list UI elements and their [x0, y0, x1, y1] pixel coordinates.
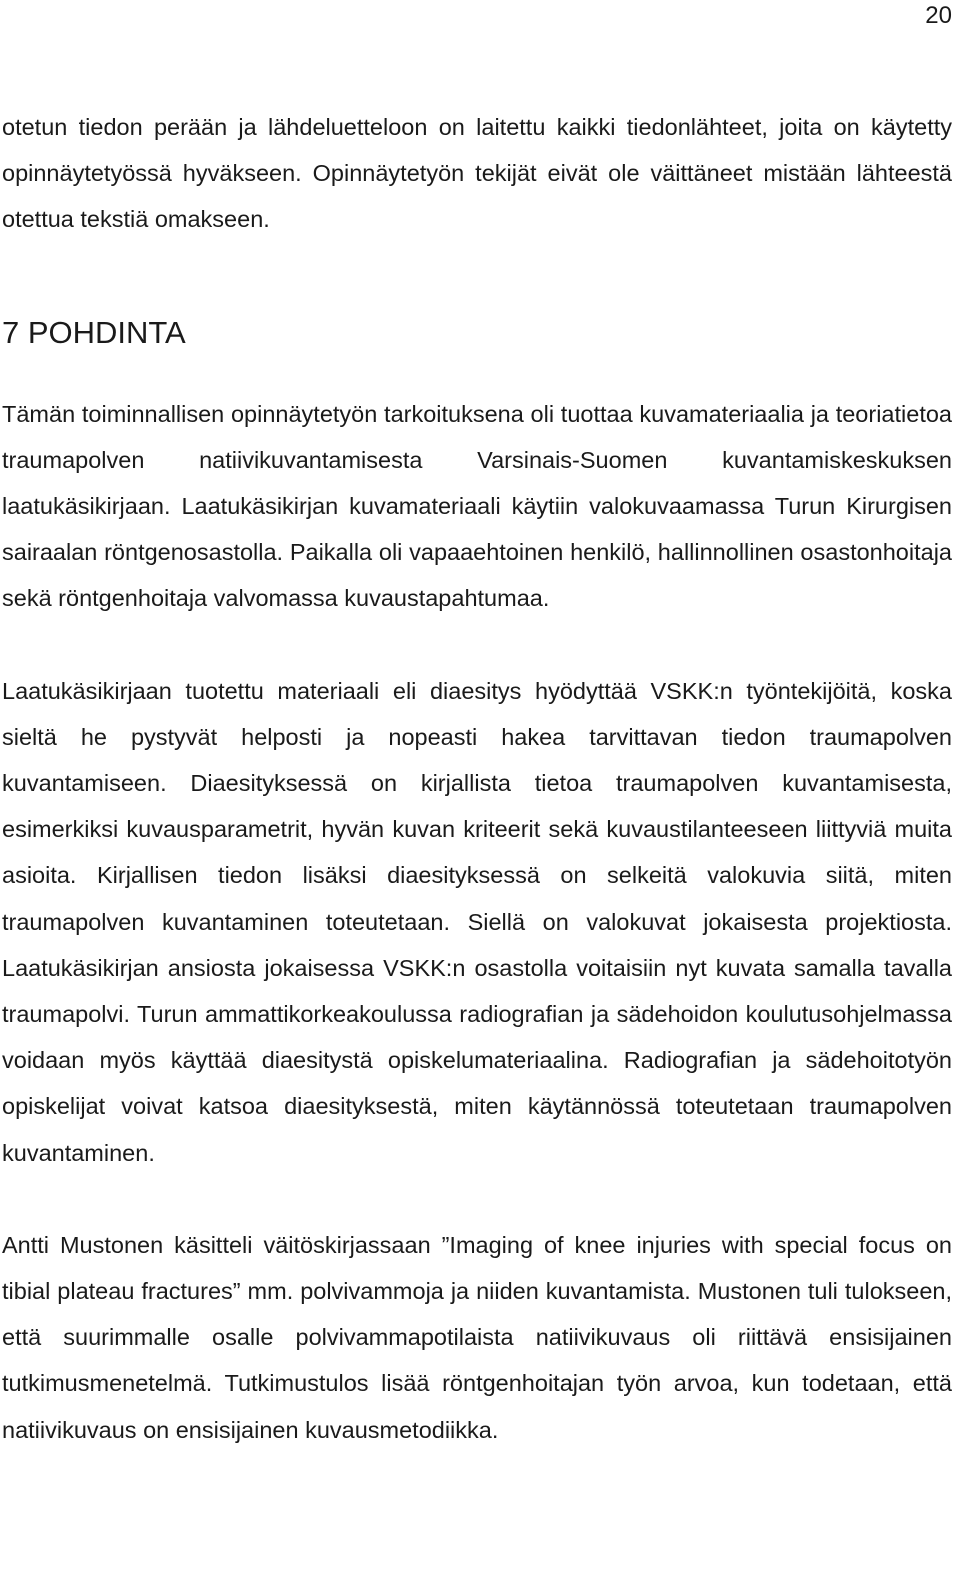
paragraph-research: Antti Mustonen käsitteli väitöskirjassaan ”Imaging of knee injuries with special focus on tibial plateau fractures” mm. polvivammoja ja niiden kuvantamista. Mustonen tuli tulokseen, että suurimmalle osalle polvivammapotilaista natiivikuvaus oli riittävä ensisijainen tutkimusmenetelmä. Tutkimustulos lisää röntgenhoitajan työn arvoa, kun todetaan, että natiivikuvaus on ensisijainen kuvausmetodiikka. — [2, 1231, 952, 1443]
paragraph-benefits: Laatukäsikirjaan tuotettu materiaali eli diaesitys hyödyttää VSKK:n työntekijöitä, koska sieltä he pystyvät helposti ja nopeasti hakea tarvittavan tiedon traumapolven kuvantamiseen. Diaesityksessä on kirjallista tietoa traumapolven kuvantamisesta, esimerkiksi kuvausparametrit, hyvän kuvan kriteerit sekä kuvaustilanteeseen liittyviä muita asioita. Kirjallisen tiedon lisäksi diaesityksessä on selkeitä valokuvia siitä, miten traumapolven kuvantaminen toteutetaan. Siellä on valokuvat jokaisesta projektiosta. Laatukäsikirjan ansiosta jokaisessa VSKK:n osastolla voitaisiin nyt kuvata samalla tavalla traumapolvi. Turun ammattikorkeakoulussa radiografian ja sädehoidon koulutusohjelmassa voidaan myös käyttää diaesitystä opiskelumateriaalina. Radiografian ja sädehoitotyön opiskelijat voivat katsoa diaesityksestä, miten käytännössä toteutetaan traumapolven kuvantaminen. — [2, 677, 952, 1166]
section-heading: 7 POHDINTA — [2, 314, 186, 350]
intro-paragraph: otetun tiedon perään ja lähdeluetteloon on laitettu kaikki tiedonlähteet, joita on käytetty opinnäytetyössä hyväkseen. Opinnäytetyön tekijät eivät ole väittäneet mistään lähteestä otettua tekstiä omakseen. — [2, 114, 952, 233]
paragraph-purpose: Tämän toiminnallisen opinnäytetyön tarkoituksena oli tuottaa kuvamateriaalia ja teoriatietoa traumapolven natiivikuvantamisesta Varsinais-Suomen kuvantamiskeskuksen laatukäsikirjaan. Laatukäsikirjan kuvamateriaali käytiin valokuvaamassa Turun Kirurgisen sairaalan röntgenosastolla. Paikalla oli vapaaehtoinen henkilö, hallinnollinen osastonhoitaja sekä röntgenhoitaja valvomassa kuvaustapahtumaa. — [2, 400, 952, 612]
document-body — [2, 104, 952, 1453]
page-number: 20 — [925, 2, 952, 29]
